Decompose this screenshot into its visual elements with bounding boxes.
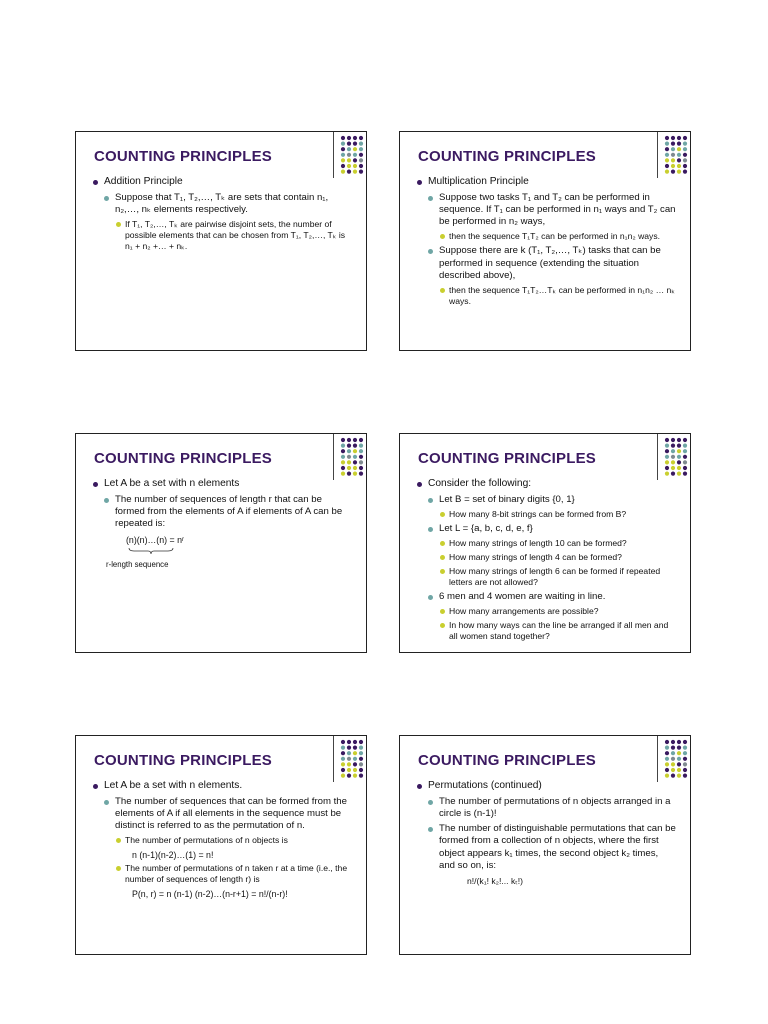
divider-line <box>657 736 658 782</box>
bullet: Let A be a set with n elements <box>92 478 352 491</box>
bullet: How many strings of length 4 can be formed? <box>416 552 676 563</box>
dot-pattern-icon <box>664 739 688 779</box>
divider-line <box>333 434 334 480</box>
bullet: The number of distinguishable permutations that can be formed from a collection of n objects, where the first object appears k₁ times, the second object k₂ times, and so on, is: <box>416 823 676 872</box>
bullet: then the sequence T₁T₂ can be performed in n₁n₂ ways. <box>416 231 676 242</box>
slide-title: COUNTING PRINCIPLES <box>418 752 596 769</box>
slide-title: COUNTING PRINCIPLES <box>94 450 272 467</box>
slide-body <box>416 478 676 645</box>
divider-line <box>657 132 658 178</box>
bullet: Let L = {a, b, c, d, e, f} <box>416 523 676 535</box>
formula: n!/(k₁! k₂!... kₜ!) <box>467 876 524 887</box>
bullet: How many 8-bit strings can be formed from B? <box>416 509 676 520</box>
bullet: How many strings of length 6 can be formed if repeated letters are not allowed? <box>416 566 676 588</box>
slide-2 <box>399 131 691 351</box>
slide-body <box>416 780 676 889</box>
formula: P(n, r) = n (n-1) (n-2)…(n-r+1) = n!/(n-r)! <box>132 889 288 900</box>
bullet: If T₁, T₂,…, Tₖ are pairwise disjoint sets, the number of possible elements that can be chosen from T₁, T₂,…, Tₖ is n₁ + n₂ +… + nₖ. <box>92 219 352 252</box>
divider-line <box>333 736 334 782</box>
slide-4 <box>399 433 691 653</box>
slide-1 <box>75 131 367 351</box>
dot-pattern-icon <box>664 437 688 477</box>
divider-line <box>657 434 658 480</box>
bullet: Addition Principle <box>92 176 352 189</box>
bullet: Suppose there are k (T₁, T₂,…, Tₖ) tasks that can be performed in sequence (extending the situation described above), <box>416 245 676 282</box>
bullet: The number of permutations of n taken r at a time (i.e., the number of sequences of length r) is <box>92 863 352 885</box>
slide-title: COUNTING PRINCIPLES <box>94 752 272 769</box>
bullet: In how many ways can the line be arranged if all men and all women stand together? <box>416 620 676 642</box>
bullet: How many arrangements are possible? <box>416 606 676 617</box>
bullet: Consider the following: <box>416 478 676 491</box>
dot-pattern-icon <box>340 135 364 175</box>
underbrace-icon <box>128 547 174 555</box>
slide-title: COUNTING PRINCIPLES <box>94 148 272 165</box>
divider-line <box>333 132 334 178</box>
slide-title: COUNTING PRINCIPLES <box>418 450 596 467</box>
dot-pattern-icon <box>664 135 688 175</box>
bullet: The number of sequences that can be formed from the elements of A if all elements in the sequence must be distinct is referred to as the permutation of n. <box>92 796 352 833</box>
bullet: Permutations (continued) <box>416 780 676 793</box>
bullet: The number of permutations of n objects arranged in a circle is (n-1)! <box>416 796 676 820</box>
dot-pattern-icon <box>340 437 364 477</box>
dot-pattern-icon <box>340 739 364 779</box>
slide-body <box>92 176 352 255</box>
formula: n (n-1)(n-2)…(1) = n! <box>132 850 214 861</box>
slide-6 <box>399 735 691 955</box>
bullet: Let B = set of binary digits {0, 1} <box>416 494 676 506</box>
slide-5 <box>75 735 367 955</box>
bullet: 6 men and 4 women are waiting in line. <box>416 591 676 603</box>
slide-body <box>416 176 676 310</box>
bullet: Suppose two tasks T₁ and T₂ can be performed in sequence. If T₁ can be performed in n₁ ways and T₂ can be performed in n₂ ways, <box>416 192 676 229</box>
bullet: then the sequence T₁T₂…Tₖ can be performed in n₁n₂ … nₖ ways. <box>416 285 676 307</box>
bullet: How many strings of length 10 can be formed? <box>416 538 676 549</box>
slide-3 <box>75 433 367 653</box>
slide-body <box>92 780 352 902</box>
bullet: Suppose that T₁, T₂,…, Tₖ are sets that contain n₁, n₂,…, nₖ elements respectively. <box>92 192 352 216</box>
bullet: Let A be a set with n elements. <box>92 780 352 793</box>
sequence-expression: (n)(n)…(n) = nʳ <box>126 535 185 546</box>
sequence-label: r-length sequence <box>106 560 169 569</box>
bullet: Multiplication Principle <box>416 176 676 189</box>
slide-title: COUNTING PRINCIPLES <box>418 148 596 165</box>
bullet: The number of permutations of n objects is <box>92 835 352 846</box>
bullet: The number of sequences of length r that can be formed from the elements of A if elements of A can be repeated is: <box>92 494 352 531</box>
slide-body <box>92 478 352 572</box>
